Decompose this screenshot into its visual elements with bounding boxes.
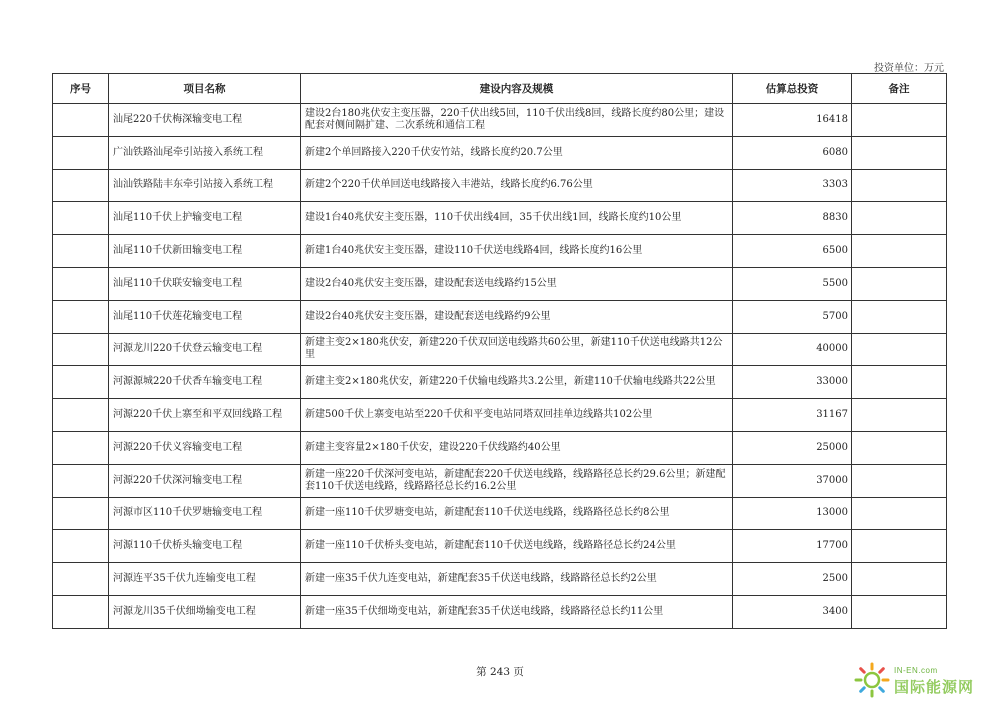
cell-investment: 33000 xyxy=(733,366,852,399)
cell-investment: 8830 xyxy=(733,202,852,235)
header-content-scale: 建设内容及规模 xyxy=(301,74,733,104)
cell-content: 新建1台40兆伏安主变压器，建设110千伏送电线路4回，线路长度约16公里 xyxy=(301,235,733,268)
cell-content: 新建一座35千伏九连变电站，新建配套35千伏送电线路，线路路径总长约2公里 xyxy=(301,563,733,596)
table-row xyxy=(53,366,947,399)
cell-content: 新建500千伏上寨变电站至220千伏和平变电站同塔双回挂单边线路共102公里 xyxy=(301,399,733,432)
cell-seq xyxy=(53,399,109,432)
table-row xyxy=(53,497,947,530)
table-row xyxy=(53,530,947,563)
cell-investment: 5700 xyxy=(733,300,852,333)
table-header-row xyxy=(53,74,947,104)
cell-project-name: 汕尾110千伏上护输变电工程 xyxy=(109,202,301,235)
cell-seq xyxy=(53,267,109,300)
cell-seq xyxy=(53,530,109,563)
cell-seq xyxy=(53,497,109,530)
cell-project-name: 河源连平35千伏九连输变电工程 xyxy=(109,563,301,596)
investment-unit-note: 投资单位：万元 xyxy=(874,63,944,74)
cell-remarks xyxy=(852,497,947,530)
cell-project-name: 汕汕铁路陆丰东牵引站接入系统工程 xyxy=(109,169,301,202)
sun-logo-icon xyxy=(852,660,892,700)
watermark-logo xyxy=(852,660,992,700)
watermark-name: 国际能源网 xyxy=(894,679,975,696)
cell-remarks xyxy=(852,366,947,399)
cell-project-name: 汕尾110千伏莲花输变电工程 xyxy=(109,300,301,333)
cell-remarks xyxy=(852,530,947,563)
cell-content: 建设2台40兆伏安主变压器，建设配套送电线路约15公里 xyxy=(301,267,733,300)
cell-content: 新建2个单回路接入220千伏安竹站，线路长度约20.7公里 xyxy=(301,136,733,169)
cell-seq xyxy=(53,136,109,169)
cell-seq xyxy=(53,169,109,202)
cell-project-name: 汕尾110千伏新田输变电工程 xyxy=(109,235,301,268)
table-row xyxy=(53,202,947,235)
cell-remarks xyxy=(852,136,947,169)
cell-seq xyxy=(53,464,109,497)
header-total-investment: 估算总投资 xyxy=(733,74,852,104)
cell-investment: 31167 xyxy=(733,399,852,432)
cell-content: 新建主变2×180兆伏安，新建220千伏双回送电线路共60公里，新建110千伏送电线路共12公里 xyxy=(301,333,733,366)
table-row xyxy=(53,431,947,464)
cell-investment: 13000 xyxy=(733,497,852,530)
cell-investment: 5500 xyxy=(733,267,852,300)
cell-project-name: 广汕铁路汕尾牵引站接入系统工程 xyxy=(109,136,301,169)
cell-remarks xyxy=(852,104,947,137)
table-row xyxy=(53,104,947,137)
cell-project-name: 河源市区110千伏罗塘输变电工程 xyxy=(109,497,301,530)
table-row xyxy=(53,563,947,596)
cell-investment: 6500 xyxy=(733,235,852,268)
header-remarks: 备注 xyxy=(852,74,947,104)
watermark-domain: IN-EN.com xyxy=(894,666,938,675)
cell-remarks xyxy=(852,267,947,300)
cell-project-name: 汕尾110千伏联安输变电工程 xyxy=(109,267,301,300)
cell-remarks xyxy=(852,399,947,432)
cell-investment: 3303 xyxy=(733,169,852,202)
cell-remarks xyxy=(852,431,947,464)
cell-content: 新建2个220千伏单回送电线路接入丰港站，线路长度约6.76公里 xyxy=(301,169,733,202)
table-row xyxy=(53,333,947,366)
cell-investment: 17700 xyxy=(733,530,852,563)
cell-seq xyxy=(53,300,109,333)
cell-content: 建设2台180兆伏安主变压器，220千伏出线5回，110千伏出线8回，线路长度约80公里；建设配套对侧间隔扩建、二次系统和通信工程 xyxy=(301,104,733,137)
cell-remarks xyxy=(852,235,947,268)
cell-investment: 16418 xyxy=(733,104,852,137)
cell-investment: 2500 xyxy=(733,563,852,596)
cell-seq xyxy=(53,595,109,628)
project-table xyxy=(52,73,947,629)
cell-content: 新建一座35千伏细坳变电站，新建配套35千伏送电线路，线路路径总长约11公里 xyxy=(301,595,733,628)
cell-seq xyxy=(53,333,109,366)
cell-content: 新建一座110千伏桥头变电站，新建配套110千伏送电线路，线路路径总长约24公里 xyxy=(301,530,733,563)
page-number: 第 243 页 xyxy=(476,666,524,678)
cell-remarks xyxy=(852,169,947,202)
cell-project-name: 河源220千伏深河输变电工程 xyxy=(109,464,301,497)
cell-investment: 37000 xyxy=(733,464,852,497)
cell-seq xyxy=(53,235,109,268)
cell-content: 建设2台40兆伏安主变压器，建设配套送电线路约9公里 xyxy=(301,300,733,333)
table-row xyxy=(53,235,947,268)
cell-remarks xyxy=(852,464,947,497)
header-project-name: 项目名称 xyxy=(109,74,301,104)
cell-project-name: 河源110千伏桥头输变电工程 xyxy=(109,530,301,563)
header-seq: 序号 xyxy=(53,74,109,104)
cell-remarks xyxy=(852,563,947,596)
cell-content: 建设1台40兆伏安主变压器，110千伏出线4回，35千伏出线1回，线路长度约10公里 xyxy=(301,202,733,235)
cell-content: 新建一座220千伏深河变电站，新建配套220千伏送电线路，线路路径总长约29.6公里；新建配套110千伏送电线路，线路路径总长约16.2公里 xyxy=(301,464,733,497)
cell-seq xyxy=(53,431,109,464)
cell-remarks xyxy=(852,595,947,628)
table-row xyxy=(53,169,947,202)
cell-remarks xyxy=(852,333,947,366)
cell-seq xyxy=(53,563,109,596)
table-row xyxy=(53,267,947,300)
cell-remarks xyxy=(852,300,947,333)
cell-investment: 6080 xyxy=(733,136,852,169)
cell-remarks xyxy=(852,202,947,235)
cell-content: 新建一座110千伏罗塘变电站，新建配套110千伏送电线路，线路路径总长约8公里 xyxy=(301,497,733,530)
cell-investment: 3400 xyxy=(733,595,852,628)
cell-project-name: 河源220千伏义容输变电工程 xyxy=(109,431,301,464)
cell-seq xyxy=(53,366,109,399)
cell-content: 新建主变容量2×180千伏安，建设220千伏线路约40公里 xyxy=(301,431,733,464)
table-row xyxy=(53,595,947,628)
table-row xyxy=(53,300,947,333)
cell-seq xyxy=(53,104,109,137)
cell-investment: 40000 xyxy=(733,333,852,366)
table-row xyxy=(53,464,947,497)
cell-project-name: 河源220千伏上寨至和平双回线路工程 xyxy=(109,399,301,432)
cell-project-name: 河源源城220千伏香车输变电工程 xyxy=(109,366,301,399)
cell-project-name: 河源龙川220千伏登云输变电工程 xyxy=(109,333,301,366)
table-row xyxy=(53,399,947,432)
cell-project-name: 河源龙川35千伏细坳输变电工程 xyxy=(109,595,301,628)
cell-seq xyxy=(53,202,109,235)
cell-project-name: 汕尾220千伏梅深输变电工程 xyxy=(109,104,301,137)
cell-content: 新建主变2×180兆伏安，新建220千伏输电线路共3.2公里，新建110千伏输电线路共22公里 xyxy=(301,366,733,399)
cell-investment: 25000 xyxy=(733,431,852,464)
table-row xyxy=(53,136,947,169)
